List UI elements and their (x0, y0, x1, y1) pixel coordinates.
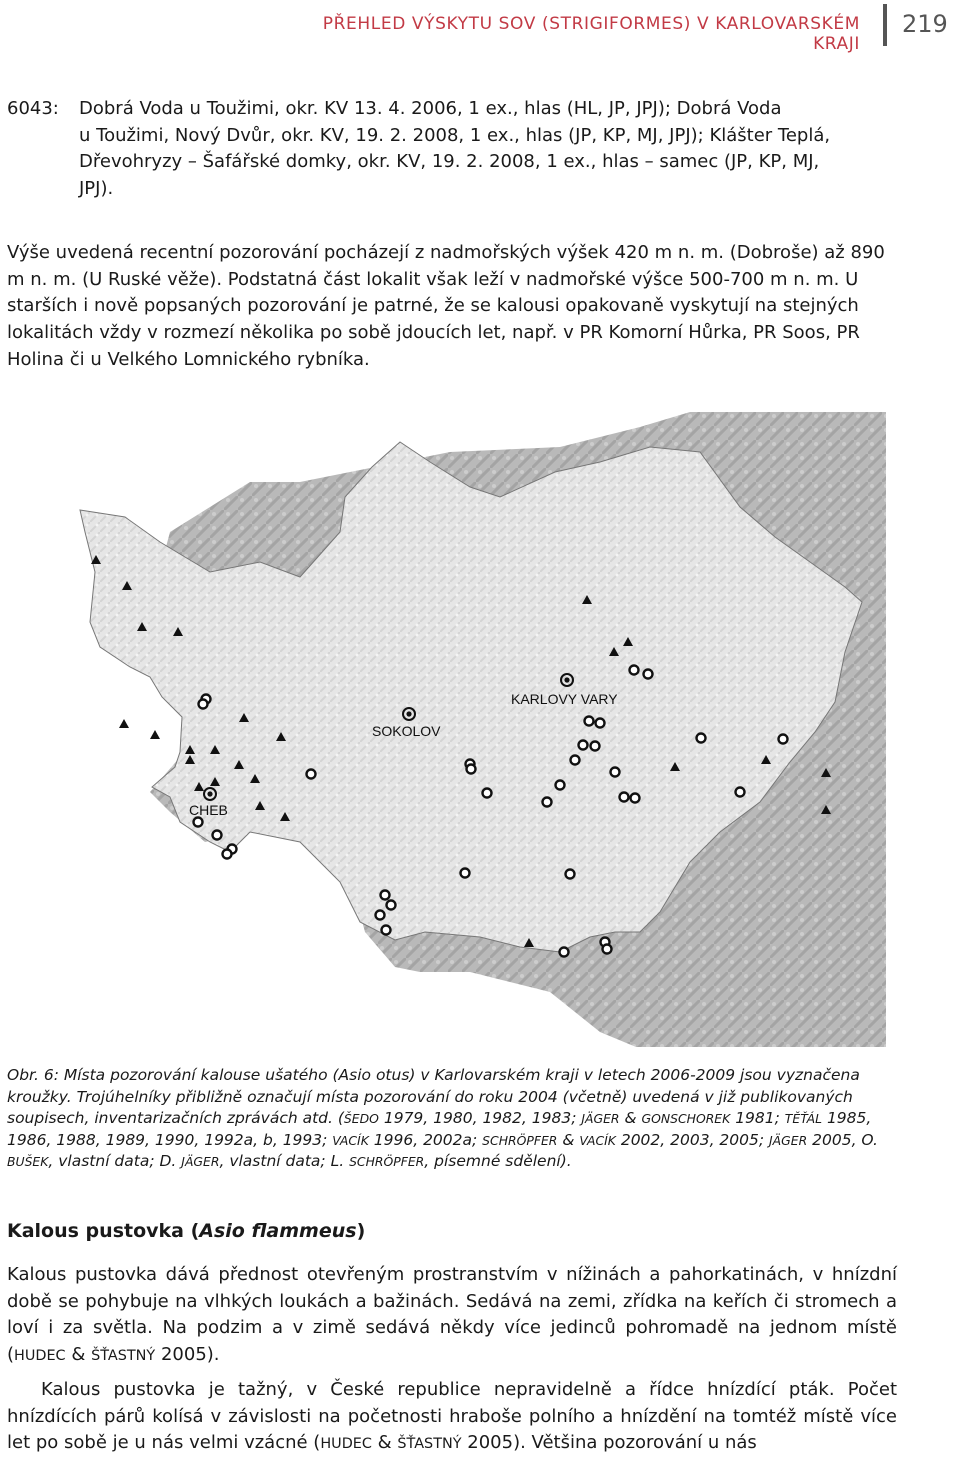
observation-circle (387, 901, 396, 910)
observation-circle (461, 869, 470, 878)
observation-circle (736, 788, 745, 797)
caption-author: GONSCHOREK (641, 1111, 731, 1126)
caption-author: BUŠEK (7, 1154, 49, 1169)
page-number: 219 (902, 10, 948, 38)
entry-line-3: Dřevohryzy – Šafářské domky, okr. KV, 19. 2. 2008, 1 ex., hlas – samec (JP, KP, MJ, (79, 151, 820, 173)
caption-author: SCHRÖPFER (482, 1132, 558, 1148)
caption-text: & (619, 1109, 642, 1127)
observation-circle (199, 700, 208, 709)
entry-line-4: JPJ). (79, 178, 114, 200)
observation-circle (697, 734, 706, 743)
observation-triangle (119, 719, 129, 728)
paragraph-text: & (65, 1344, 92, 1366)
caption-text: , písemné sdělení). (424, 1152, 572, 1170)
caption-author: JÄGER (181, 1154, 220, 1169)
caption-text: 1979, 1980, 1982, 1983; (378, 1109, 582, 1127)
body-paragraph-2 (7, 1377, 897, 1458)
observation-circle (467, 765, 476, 774)
observation-circle (560, 948, 569, 957)
caption-text: 1985, 1986, 1988, 1989, 1990, 1992a, b, 1993; (7, 1109, 872, 1149)
observation-circle (194, 818, 203, 827)
observation-circle (630, 666, 639, 675)
record-entry (7, 96, 897, 203)
paragraph-text: & (371, 1432, 398, 1454)
section-title (7, 1220, 365, 1242)
observation-circle (543, 798, 552, 807)
observation-circle (307, 770, 316, 779)
caption-author: JÄGER (769, 1132, 808, 1148)
town-label-cheb: CHEB (189, 802, 228, 818)
caption-author: TĚŤÁL (784, 1111, 823, 1126)
observation-circle (631, 794, 640, 803)
figure-caption (7, 1065, 887, 1173)
observation-circle (566, 870, 575, 879)
observation-circle (382, 926, 391, 935)
caption-author: JÄGER (581, 1111, 620, 1126)
observation-circle (596, 719, 605, 728)
observation-circle (620, 793, 629, 802)
town-label-karlovy-vary: KARLOVY VARY (511, 691, 618, 707)
caption-text: 2005, O. (807, 1130, 878, 1149)
section-title-latin: Asio flammeus (199, 1220, 357, 1242)
observation-circle (644, 670, 653, 679)
caption-text: , vlastní data; L. (219, 1152, 350, 1170)
observation-circle (591, 742, 600, 751)
citation-author: ŠŤASTNÝ (397, 1436, 462, 1453)
body-paragraph-1 (7, 1262, 897, 1370)
observation-circle (585, 717, 594, 726)
paragraph-text: Kalous pustovka dává přednost otevřeným prostranstvím v nížinách a pahorkatinách, v hnízdní době se pohybuje na vlhkých loukách a bažinách. Sedává na zemi, zřídka na keřích či stromech a loví i za světla. Na podzim a v zimě sedává někdy více jedinců pohromadě na jednom místě ( (7, 1264, 897, 1366)
observation-circle (483, 789, 492, 798)
caption-author: VACÍK (332, 1132, 369, 1148)
section-title-end: ) (356, 1220, 366, 1242)
observation-circle (611, 768, 620, 777)
header-rule (883, 4, 887, 46)
paragraph-text: 2005). (155, 1344, 220, 1366)
caption-text: , vlastní data; D. (48, 1152, 182, 1170)
caption-author: ŠEDO (343, 1111, 379, 1126)
entry-line-1-text: Dobrá Voda u Toužimi, okr. KV 13. 4. 2006, 1 ex., hlas (HL, JP, JPJ); Dobrá Voda (79, 98, 782, 119)
entry-line-1 (7, 96, 897, 123)
caption-text: & (557, 1130, 580, 1149)
section-title-text: Kalous pustovka ( (7, 1220, 200, 1242)
observation-circle (603, 945, 612, 954)
running-head: PŘEHLED VÝSKYTU SOV (STRIGIFORMES) V KARLOVARSKÉM KRAJI (322, 14, 860, 54)
caption-text: Obr. 6: Místa pozorování kalouse ušatého (Asio otus) v Karlovarském kraji v letech 2006-2009 jsou vyznačena kroužky. Trojúhelníky přibližně označují místa pozorování do roku 2004 (včetně) uvedená v již publikovaných soupisech, inventarizačních zprávách atd. ( (7, 1066, 860, 1127)
town-label-sokolov: SOKOLOV (372, 723, 441, 739)
observation-triangle (150, 730, 160, 739)
caption-author: VACÍK (579, 1132, 616, 1148)
entry-code: 6043: (7, 98, 59, 119)
paragraph-text: Kalous pustovka je tažný, v České republice nepravidelně a řídce hnízdící pták. Počet hnízdících párů kolísá v závislosti na početnosti hraboše polního a hnízdění na tomtéž místě více let po sobě je u nás velmi vzácné ( (7, 1379, 897, 1454)
observation-circle (571, 756, 580, 765)
citation-author: HUDEC (320, 1436, 372, 1453)
paragraph-text: 2005). Většina pozorování u nás (461, 1432, 757, 1454)
caption-text: 2002, 2003, 2005; (615, 1130, 770, 1149)
distribution-map (0, 412, 886, 1047)
observation-circle (779, 735, 788, 744)
caption-author: SCHRÖPFER (349, 1154, 425, 1169)
caption-text: 1981; (730, 1109, 785, 1127)
citation-author: ŠŤASTNÝ (91, 1348, 156, 1365)
observation-circle (376, 911, 385, 920)
observation-circle (223, 850, 232, 859)
observation-circle (213, 831, 222, 840)
observation-circle (381, 891, 390, 900)
caption-text: 1996, 2002a; (368, 1130, 483, 1149)
entry-line-2: u Toužimi, Nový Dvůr, okr. KV, 19. 2. 2008, 1 ex., hlas (JP, KP, MJ, JPJ); Klášter Teplá, (79, 124, 831, 146)
observation-paragraph: Výše uvedená recentní pozorování pocházejí z nadmořských výšek 420 m n. m. (Dobroše) až 890 m n. m. (U Ruské věže). Podstatná část lokalit však leží v nadmořské výšce 500-700 m n. m. U starších i nově popsaných pozorování je patrné, že se kalousi opakovaně vyskytují na stejných lokalitách vždy v rozmezí několika po sobě jdoucích let, např. v PR Komorní Hůrka, PR Soos, PR Holina či u Velkého Lomnického rybníka. (7, 242, 885, 370)
citation-author: HUDEC (14, 1348, 66, 1365)
observation-circle (556, 781, 565, 790)
observation-circle (579, 741, 588, 750)
